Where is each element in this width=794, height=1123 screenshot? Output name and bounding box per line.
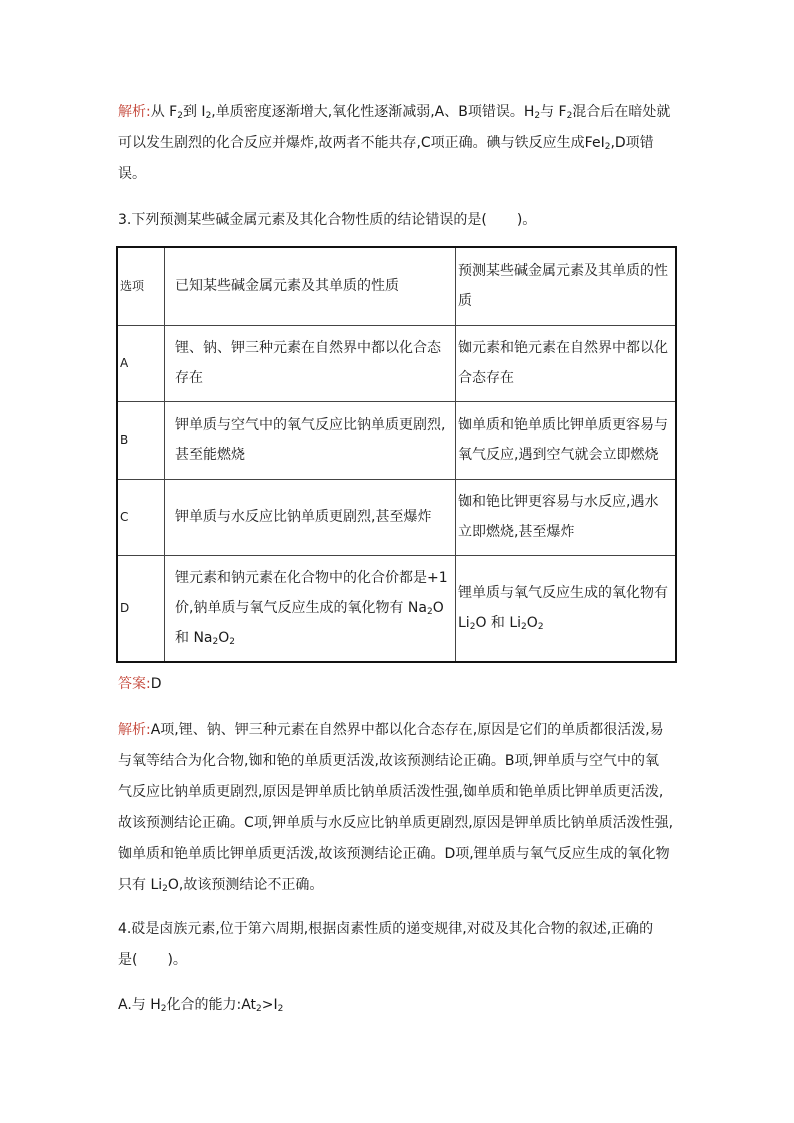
row-known: 锂元素和钠元素在化合物中的化合价都是+1价,钠单质与氧气反应生成的氧化物有 $Na_2O$ 和 $Na_2O_2$	[165, 555, 456, 662]
table-header-row	[117, 247, 676, 325]
analysis-paragraph-1: 解析:从 $F_2$到 $I_2$,单质密度逐渐增大,氧化性逐渐减弱,A、B项错误。$H_2$与 $F_2$混合后在暗处就 可以发生剧烈的化合反应并爆炸,故两者不能共存,C项正确。碘与铁反应生成FeI$_2$,D项错 误。	[118, 104, 671, 182]
row-option-a: A	[117, 325, 165, 401]
row-predicted: 锂单质与氧气反应生成的氧化物有 $Li_2O$ 和 $Li_2O_2$	[456, 555, 677, 662]
header-predicted: 预测某些碱金属元素及其单质的性质	[456, 247, 677, 325]
table-row	[117, 555, 676, 662]
row-option-b: B	[117, 401, 165, 479]
analysis-label: 解析:	[118, 722, 151, 738]
answer-value: D	[150, 676, 162, 692]
row-known: 钾单质与空气中的氧气反应比钠单质更剧烈,甚至能燃烧	[165, 401, 456, 479]
row-known: 锂、钠、钾三种元素在自然界中都以化合态存在	[165, 325, 456, 401]
analysis-label: 解析:	[118, 104, 151, 120]
header-option: 选项	[117, 247, 165, 325]
row-predicted: 铷元素和铯元素在自然界中都以化合态存在	[456, 325, 677, 401]
row-option-d: D	[117, 555, 165, 662]
row-known: 钾单质与水反应比钠单质更剧烈,甚至爆炸	[165, 479, 456, 555]
analysis-paragraph-2: 解析:A项,锂、钠、钾三种元素在自然界中都以化合态存在,原因是它们的单质都很活泼,易 与氧等结合为化合物,铷和铯的单质更活泼,故该预测结论正确。B项,钾单质与空气中的氧 气反应比钠单质更剧烈,原因是钾单质比钠单质活泼性强,铷单质和铯单质比钾单质更活泼, 故该预测结论正确。C项,钾单质与水反应比钠单质更剧烈,原因是钾单质比钠单质活泼性强, 铷单质和铯单质比钾单质更活泼,故该预测结论正确。D项,锂单质与氧气反应生成的氧化物 只有 $Li_2O$,故该预测结论不正确。	[118, 722, 674, 894]
table-row	[117, 479, 676, 555]
header-known: 已知某些碱金属元素及其单质的性质	[165, 247, 456, 325]
row-predicted: 铷单质和铯单质比钾单质更容易与氧气反应,遇到空气就会立即燃烧	[456, 401, 677, 479]
answer-label: 答案:	[118, 676, 151, 692]
row-option-c: C	[117, 479, 165, 555]
options-table	[116, 246, 677, 663]
question-4-stem: 4.砹是卤族元素,位于第六周期,根据卤素性质的递变规律,对砹及其化合物的叙述,正确的 是( )。	[118, 921, 654, 968]
question-4-option-a: A.与 $H_2$化合的能力$:At_2>I_2$	[118, 997, 284, 1014]
question-3-stem: 3.下列预测某些碱金属元素及其化合物性质的结论错误的是( )。	[118, 212, 537, 228]
row-predicted: 铷和铯比钾更容易与水反应,遇水立即燃烧,甚至爆炸	[456, 479, 677, 555]
table-row	[117, 325, 676, 401]
answer-line	[118, 669, 678, 700]
table-row	[117, 401, 676, 479]
